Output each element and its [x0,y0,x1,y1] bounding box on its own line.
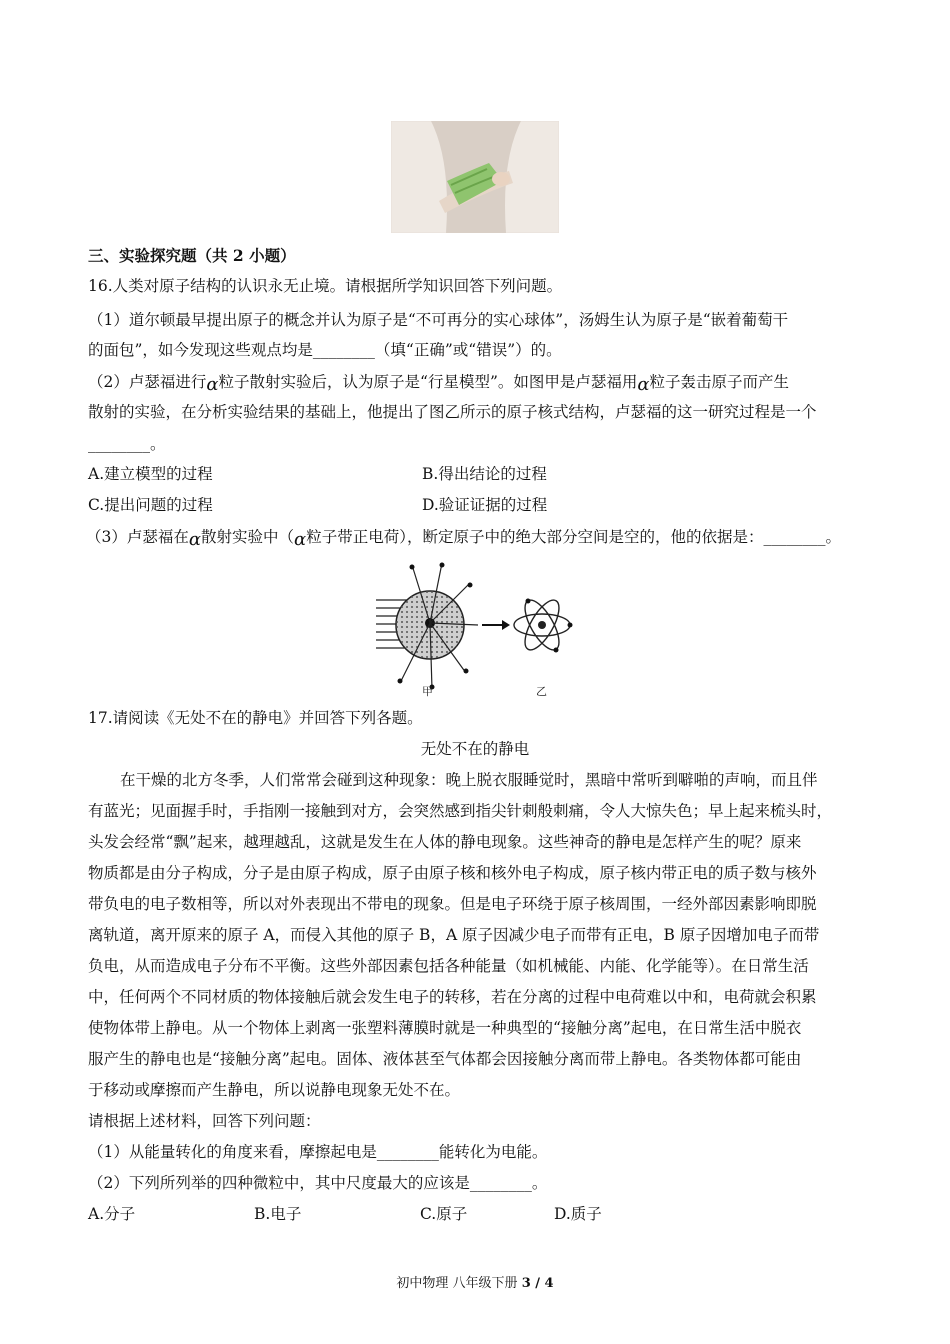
q16-part3-text-b: 散射实验中（ [201,528,295,546]
q16-part3 [86,527,841,550]
q16-part1-line1: （1）道尔顿最早提出原子的概念并认为原子是“不可再分的实心球体”，汤姆生认为原子是“嵌着葡萄干 [88,311,789,329]
article-line: 负电，从而造成电子分布不平衡。这些外部因素包括各种能量（如机械能、内能、化学能等）。在日常生活 [88,957,809,975]
q16-option-a: A.建立模型的过程 [88,465,213,483]
alpha-symbol: α [294,529,307,550]
q16-option-c: C.提出问题的过程 [88,496,213,514]
q17-option-c: C.原子 [420,1205,468,1223]
page-footer [0,1272,950,1291]
article-line: 服产生的静电也是“接触分离”起电。固体、液体甚至气体都会因接触分离而带上静电。各类物体都可能由 [88,1050,802,1068]
q16-part3-text-c: 粒子带正电荷），断定原子中的绝大部分空间是空的，他的依据是：________。 [306,528,841,546]
q16-part3-text-a: （3）卢瑟福在 [86,528,189,546]
q16-part2-line1 [88,372,790,395]
photo-rubbing-arm [391,121,559,233]
q17-stem: 17.请阅读《无处不在的静电》并回答下列各题。 [88,709,423,727]
q17-option-a: A.分子 [88,1205,136,1223]
section-heading: 三、实验探究题（共 2 小题） [88,246,296,265]
article-line: 于移动或摩擦而产生静电，所以说静电现象无处不在。 [88,1081,461,1099]
article-line: 中，任何两个不同材质的物体接触后就会发生电子的转移，若在分离的过程中电荷难以中和，电荷就会积累 [88,988,817,1006]
alpha-symbol: α [206,374,219,395]
article-title: 无处不在的静电 [420,740,530,758]
q17-sub1: （1）从能量转化的角度来看，摩擦起电是________能转化为电能。 [88,1143,548,1161]
fig-label-jia: 甲 [422,685,433,698]
q17-option-d: D.质子 [554,1205,602,1223]
q16-stem: 16.人类对原子结构的认识永无止境。请根据所学知识回答下列问题。 [88,277,563,295]
q16-part2-line2: 散射的实验，在分析实验结果的基础上，他提出了图乙所示的原子核式结构，卢瑟福的这一研究过程是一个 [88,403,817,421]
article-line: 使物体带上静电。从一个物体上剥离一张塑料薄膜时就是一种典型的“接触分离”起电，在日常生活中脱衣 [88,1019,802,1037]
q17-sub2: （2）下列所列举的四种微粒中，其中尺度最大的应该是________。 [88,1174,548,1192]
article-line: 在干燥的北方冬季，人们常常会碰到这种现象：晚上脱衣服睡觉时，黑暗中常听到噼啪的声响，而且伴 [120,771,818,789]
article-line: 物质都是由分子构成，分子是由原子构成，原子由原子核和核外电子构成，原子核内带正电的质子数与核外 [88,864,817,882]
fig-label-yi: 乙 [536,685,547,698]
rutherford-figure [370,555,580,700]
q16-option-d: D.验证证据的过程 [422,496,548,514]
q17-prompt: 请根据上述材料，回答下列问题： [88,1112,321,1130]
q16-part2-text-a: （2）卢瑟福进行 [88,373,207,391]
article-line: 有蓝光；见面握手时，手指刚一接触到对方，会突然感到指尖针刺般刺痛，令人大惊失色；早上起来梳头时， [88,802,833,820]
article-line: 离轨道，离开原来的原子 A，而侵入其他的原子 B，A 原子因减少电子而带有正电，B 原子因增加电子而带 [88,926,820,944]
q16-option-b: B.得出结论的过程 [422,465,547,483]
alpha-symbol: α [188,529,202,550]
q16-part1-line2: 的面包”，如今发现这些观点均是________（填“正确”或“错误”）的。 [88,341,562,359]
q16-part2-line3: ________。 [88,435,166,453]
article-line: 带负电的电子数相等，所以对外表现出不带电的现象。但是电子环绕于原子核周围，一经外部因素影响即脱 [88,895,817,913]
q16-part2-text-b: 粒子散射实验后，认为原子是“行星模型”。如图甲是卢瑟福用 [218,373,638,391]
q16-part2-text-c: 粒子轰击原子而产生 [649,373,790,391]
alpha-symbol: α [637,374,650,395]
footer-text: 初中物理 八年级下册 [396,1276,522,1291]
page-number: 3 / 4 [521,1276,554,1291]
q17-option-b: B.电子 [254,1205,302,1223]
article-line: 头发会经常“飘”起来，越理越乱，这就是发生在人体的静电现象。这些神奇的静电是怎样产生的呢？原来 [88,833,802,851]
